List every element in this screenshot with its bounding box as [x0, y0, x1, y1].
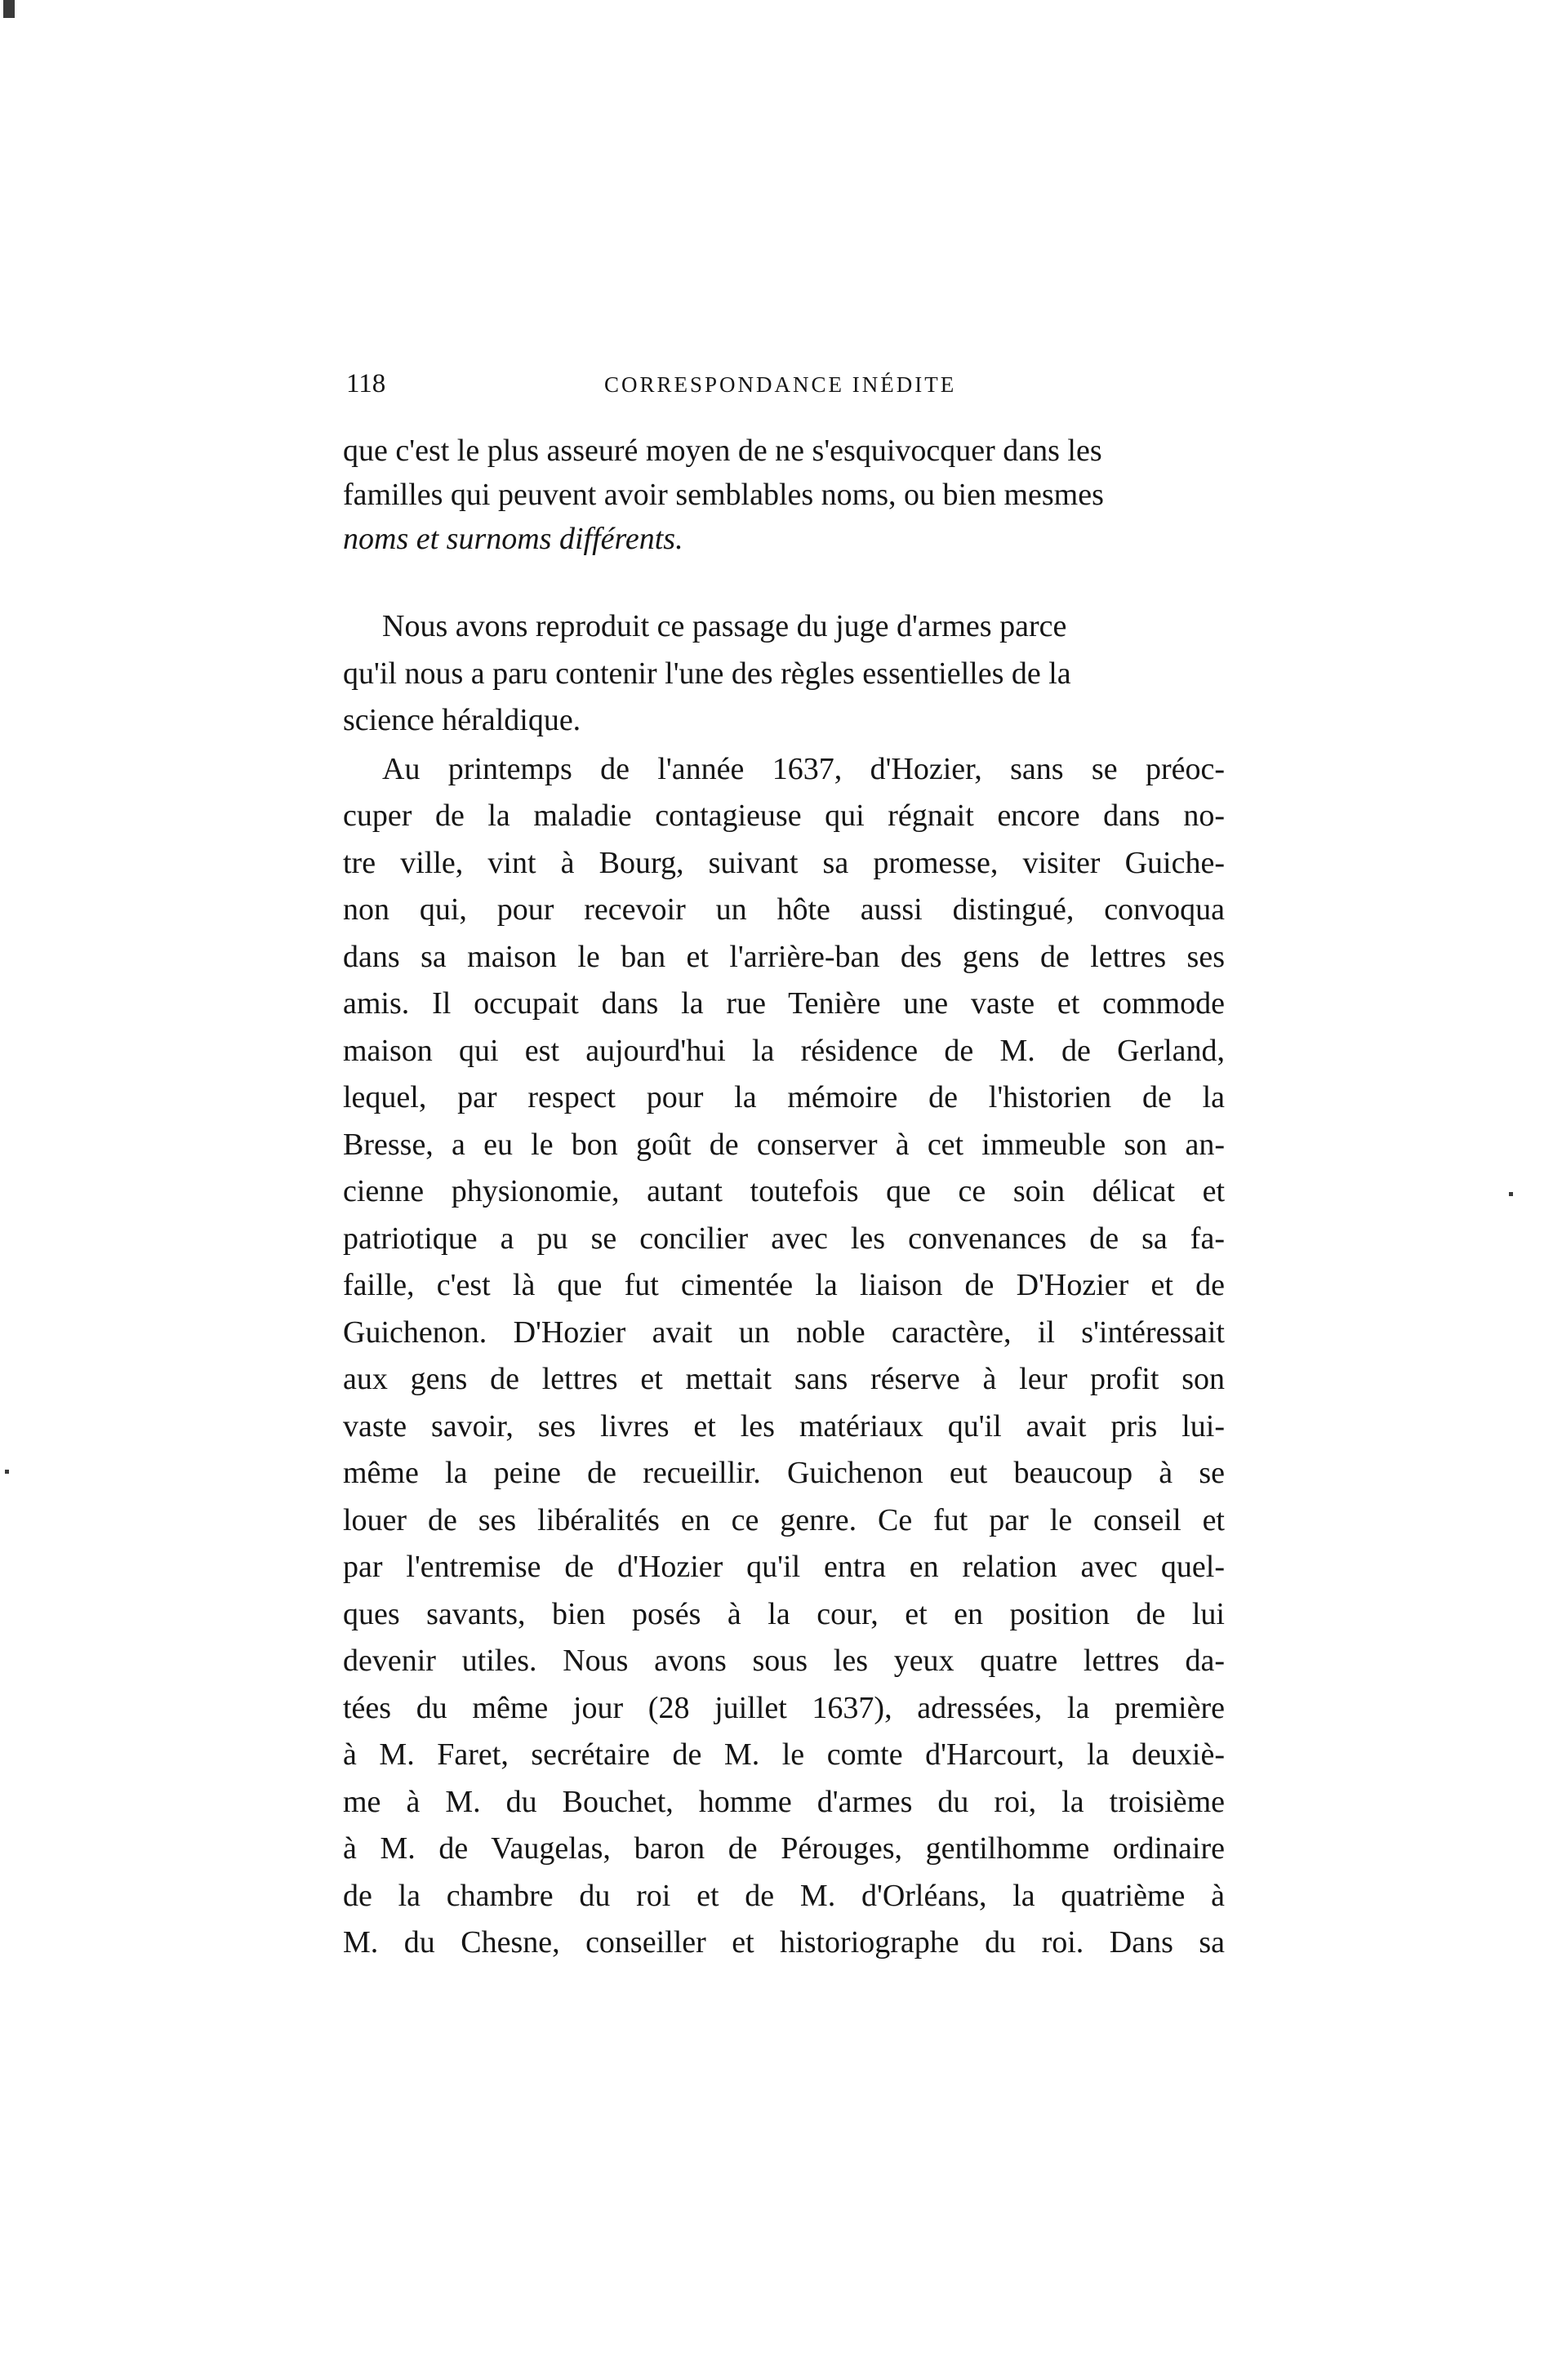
text-line: à M. Faret, secrétaire de M. le comte d'Harcourt, la deuxiè- [343, 1737, 1225, 1772]
text-line: que c'est le plus asseuré moyen de ne s'esquivocquer dans les [343, 434, 1102, 468]
text-line: amis. Il occupait dans la rue Tenière une vaste et commode [343, 986, 1225, 1021]
text-line: dans sa maison le ban et l'arrière-ban des gens de lettres ses [343, 939, 1225, 974]
text-line: vaste savoir, ses livres et les matériaux qu'il avait pris lui- [343, 1408, 1225, 1444]
text-line: cuper de la maladie contagieuse qui régnait encore dans no- [343, 799, 1225, 833]
text-line: Guichenon. D'Hozier avait un noble caractère, il s'intéressait [343, 1315, 1225, 1350]
text-line: tre ville, vint à Bourg, suivant sa promesse, visiter Guiche- [343, 845, 1225, 880]
text-line: Nous avons reproduit ce passage du juge d'armes parce [382, 609, 1067, 643]
text-line: de la chambre du roi et de M. d'Orléans, la quatrième à [343, 1878, 1225, 1913]
text-line: faille, c'est là que fut cimentée la liaison de D'Hozier et de [343, 1268, 1225, 1302]
text-line: à M. de Vaugelas, baron de Pérouges, gentilhomme ordinaire [343, 1831, 1225, 1866]
text-line: science héraldique. [343, 703, 581, 737]
text-line: cienne physionomie, autant toutefois que ce soin délicat et [343, 1174, 1225, 1208]
text-line: me à M. du Bouchet, homme d'armes du roi, la troisième [343, 1784, 1225, 1819]
text-line: aux gens de lettres et mettait sans réserve à leur profit son [343, 1362, 1225, 1396]
text-line: familles qui peuvent avoir semblables noms, ou bien mesmes [343, 478, 1104, 512]
body-text [343, 429, 1225, 1967]
text-line: M. du Chesne, conseiller et historiographe du roi. Dans sa [343, 1925, 1225, 1960]
text-line: devenir utiles. Nous avons sous les yeux quatre lettres da- [343, 1644, 1225, 1678]
paragraph-quote-end [343, 429, 1225, 561]
page-header [346, 369, 1225, 410]
text-line: patriotique a pu se concilier avec les convenances de sa fa- [343, 1221, 1225, 1256]
text-line: ques savants, bien posés à la cour, et en position de lui [343, 1596, 1225, 1631]
scan-mark-top-left [3, 0, 15, 18]
text-line: Bresse, a eu le bon goût de conserver à cet immeuble son an- [343, 1127, 1225, 1162]
text-line: noms et surnoms différents. [343, 522, 683, 556]
text-line: non qui, pour recevoir un hôte aussi distingué, convoqua [343, 892, 1225, 927]
page-number: 118 [346, 369, 386, 398]
running-title: CORRESPONDANCE INÉDITE [604, 372, 957, 397]
scan-speck-left-1 [5, 1470, 9, 1474]
text-line: Au printemps de l'année 1637, d'Hozier, sans se préoc- [382, 751, 1225, 786]
text-line: par l'entremise de d'Hozier qu'il entra en relation avec quel- [343, 1550, 1225, 1584]
paragraph-narrative [343, 746, 1225, 1967]
paragraph-commentary [343, 603, 1225, 745]
text-line: tées du même jour (28 juillet 1637), adressées, la première [343, 1690, 1225, 1725]
text-line: louer de ses libéralités en ce genre. Ce fut par le conseil et [343, 1502, 1225, 1537]
text-line: lequel, par respect pour la mémoire de l'historien de la [343, 1080, 1225, 1114]
text-line: maison qui est aujourd'hui la résidence de M. de Gerland, [343, 1033, 1225, 1068]
text-line: même la peine de recueillir. Guichenon eut beaucoup à se [343, 1456, 1225, 1490]
scan-speck-right-1 [1509, 1192, 1513, 1196]
text-line: qu'il nous a paru contenir l'une des règles essentielles de la [343, 656, 1071, 691]
